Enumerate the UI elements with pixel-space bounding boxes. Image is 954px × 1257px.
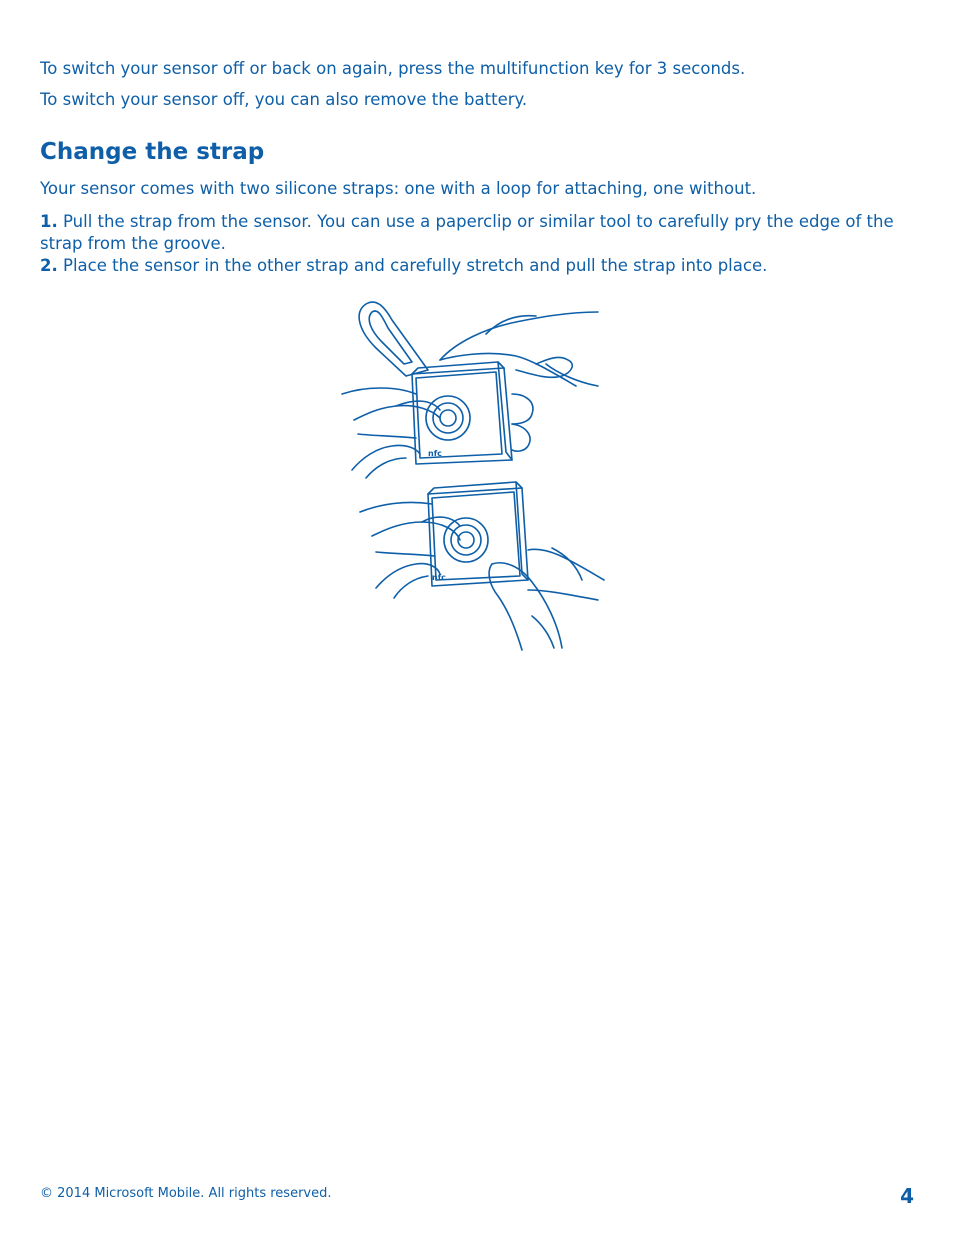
step-2 [40, 255, 920, 277]
section-heading: Change the strap [40, 139, 265, 165]
top-sensor-scene [342, 302, 598, 478]
intro-line-2: To switch your sensor off, you can also remove the battery. [40, 90, 528, 109]
step-1 [40, 211, 920, 255]
step-2-number: 2. [40, 256, 58, 275]
intro-line-1: To switch your sensor off or back on again, press the multifunction key for 3 seconds. [40, 59, 746, 78]
top-nfc-label: nfc [428, 449, 442, 458]
step-1-number: 1. [40, 212, 58, 231]
strap-change-illustration [336, 290, 610, 656]
section-lead: Your sensor comes with two silicone straps: one with a loop for attaching, one without. [40, 179, 757, 198]
bottom-nfc-label: nfc [432, 573, 446, 582]
step-1-text: Pull the strap from the sensor. You can use a paperclip or similar tool to carefully pry the edge of the strap from the groove. [40, 212, 894, 253]
bottom-sensor-scene [360, 482, 604, 650]
page-number: 4 [900, 1184, 914, 1208]
footer-copyright: © 2014 Microsoft Mobile. All rights reserved. [40, 1186, 332, 1201]
steps-list [40, 211, 920, 277]
step-2-text: Place the sensor in the other strap and carefully stretch and pull the strap into place. [63, 256, 768, 275]
